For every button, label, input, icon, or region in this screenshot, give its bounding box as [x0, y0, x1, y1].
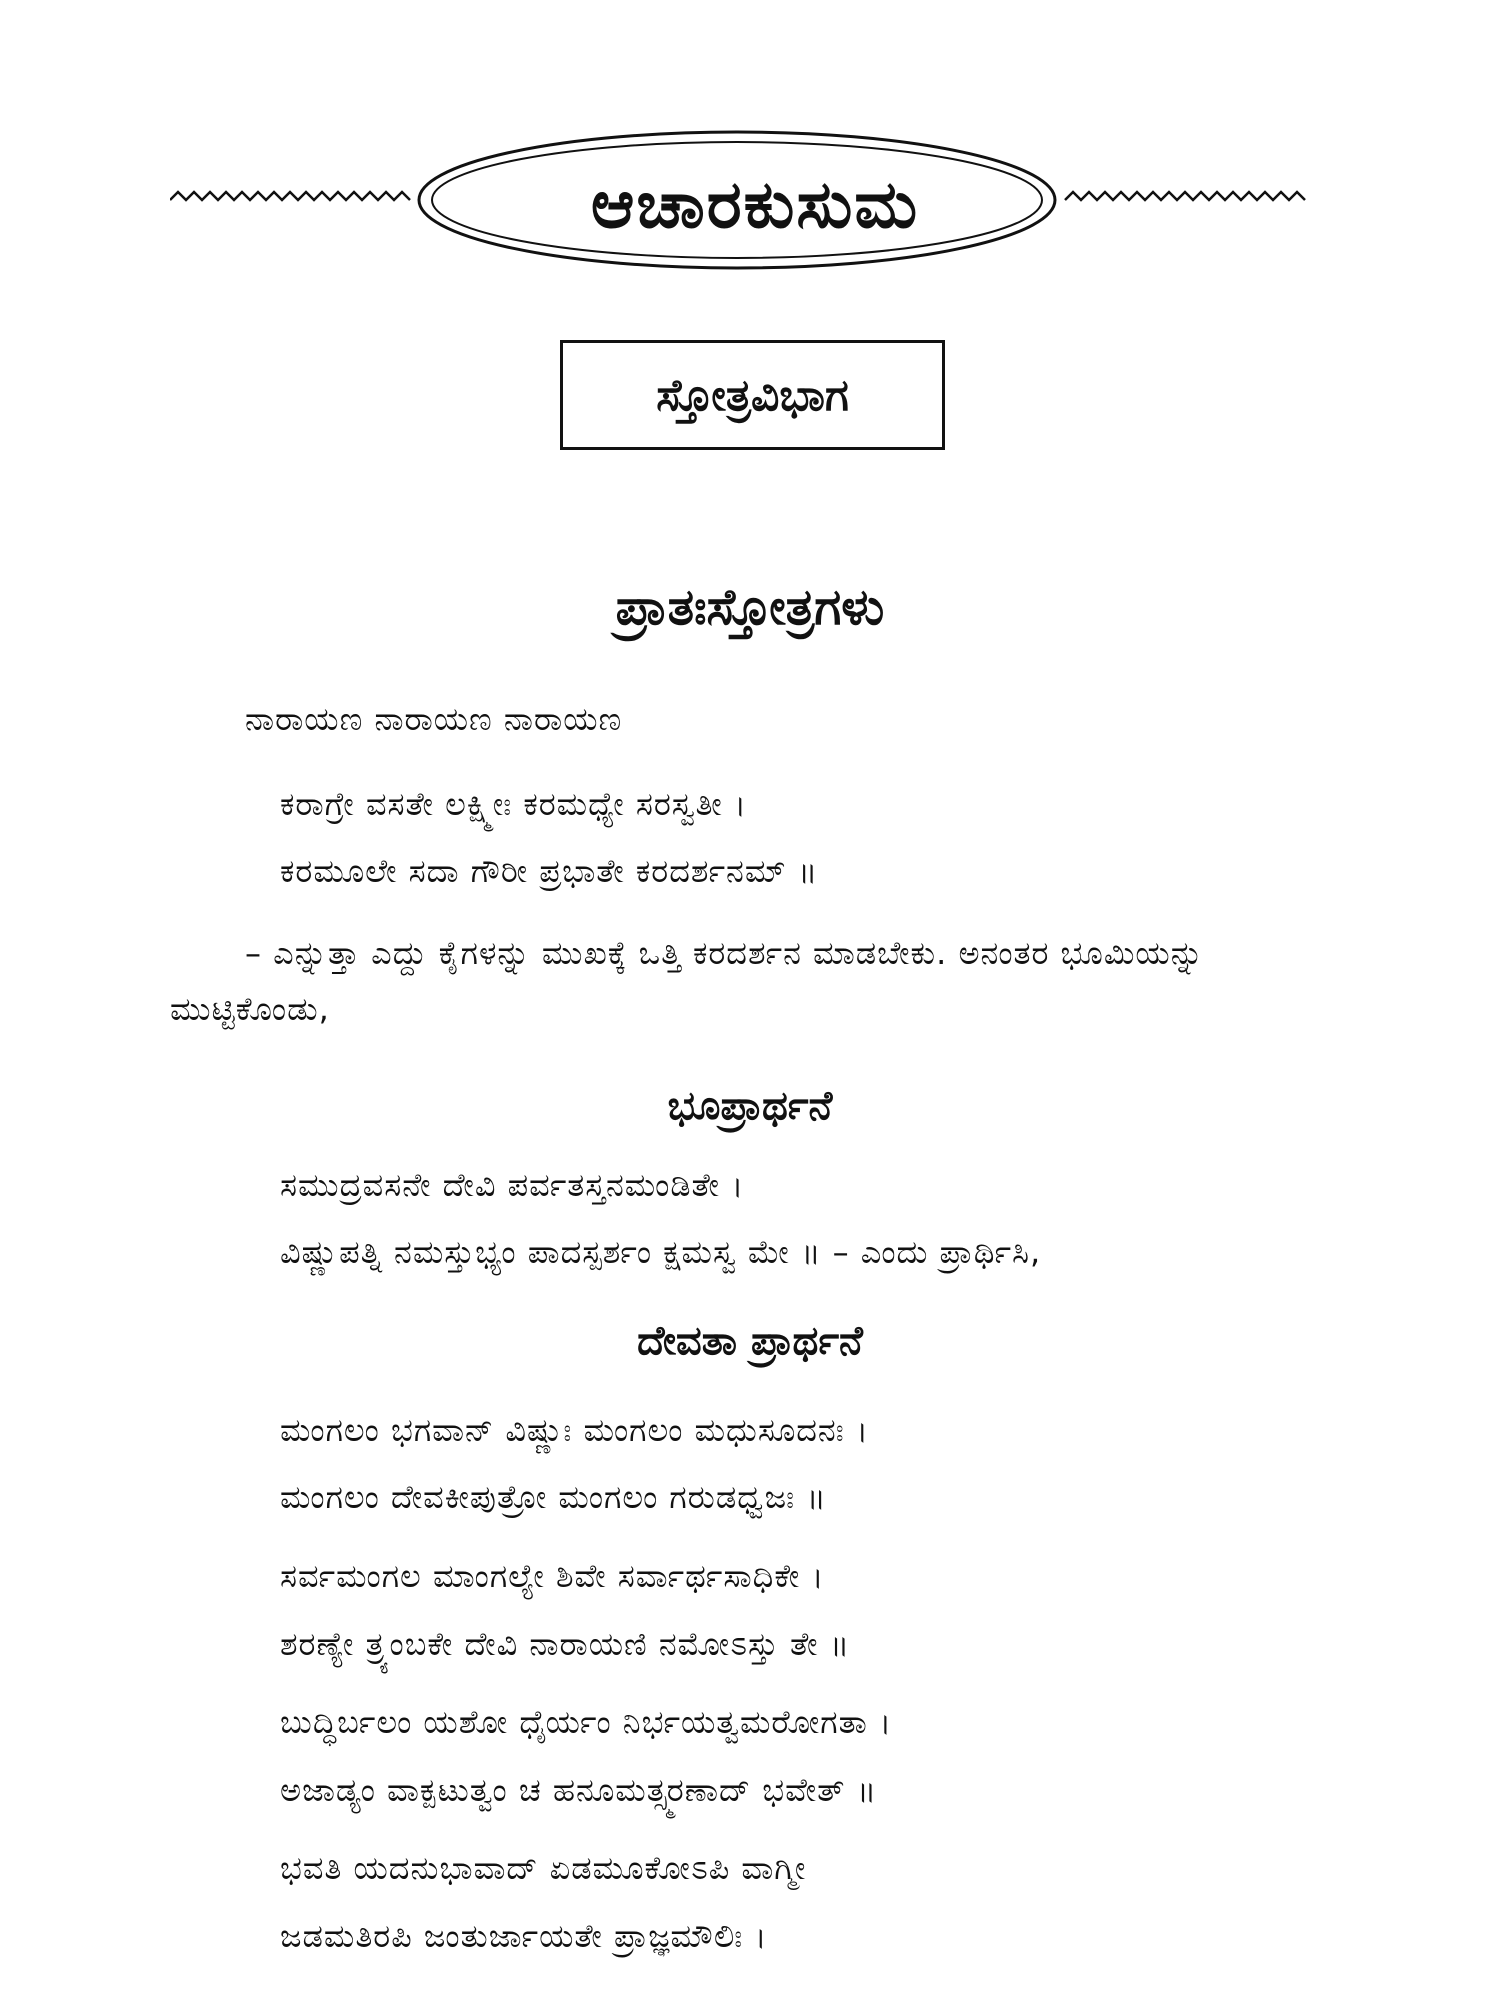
devata-verse2-line1: ಸರ್ವಮಂಗಲ ಮಾಂಗಲ್ಯೇ ಶಿವೇ ಸರ್ವಾರ್ಥಸಾಧಿಕೇ ।: [280, 1557, 825, 1595]
section-label: ಸ್ತೋತ್ರವಿಭಾಗ: [656, 369, 849, 421]
verse1-line1: ಕರಾಗ್ರೇ ವಸತೇ ಲಕ್ಷ್ಮೀಃ ಕರಮಧ್ಯೇ ಸರಸ್ವತೀ ।: [280, 785, 748, 823]
devata-heading: ದೇವತಾ ಪ್ರಾರ್ಥನೆ: [637, 1318, 863, 1364]
devata-verse1-line2: ಮಂಗಲಂ ದೇವಕೀಪುತ್ರೋ ಮಂಗಲಂ ಗರುಡಧ್ವಜಃ ॥: [280, 1478, 827, 1516]
chapter-heading: ಪ್ರಾತಃಸ್ತೋತ್ರಗಳು: [615, 578, 885, 636]
bhuprarthane-heading: ಭೂಪ್ರಾರ್ಥನೆ: [667, 1083, 833, 1129]
instruction-paragraph: – ಎನ್ನುತ್ತಾ ಎದ್ದು ಕೈಗಳನ್ನು ಮುಖಕ್ಕೆ ಒತ್ತಿ ಕರದರ್ಶನ ಮಾಡಬೇಕು. ಅನಂತರ ಭೂಮಿಯನ್ನು ಮುಟ್ಟಿಕೊಂಡು,: [170, 934, 1204, 1028]
devata-verse4-line1: ಭವತಿ ಯದನುಭಾವಾದ್ ಏಡಮೂಕೋಽಪಿ ವಾಗ್ಮೀ: [280, 1849, 807, 1887]
bhu-line2: ವಿಷ್ಣುಪತ್ನಿ ನಮಸ್ತುಭ್ಯಂ ಪಾದಸ್ಪರ್ಶಂ ಕ್ಷಮಸ್ವ ಮೇ ॥ – ಎಂದು ಪ್ರಾರ್ಥಿಸಿ,: [280, 1233, 1042, 1271]
section-label-box: [560, 340, 945, 450]
devata-verse2-line2: ಶರಣ್ಯೇ ತ್ರ್ಯಂಬಕೇ ದೇವಿ ನಾರಾಯಣಿ ನಮೋಽಸ್ತು ತೇ ॥: [280, 1625, 851, 1663]
intro-line: ನಾರಾಯಣ ನಾರಾಯಣ ನಾರಾಯಣ: [245, 700, 623, 738]
devata-verse3-line2: ಅಜಾಡ್ಯಂ ವಾಕ್ಪಟುತ್ವಂ ಚ ಹನೂಮತ್ಸ್ಮರಣಾದ್ ಭವೇತ್ ॥: [280, 1771, 878, 1809]
book-title: ಆಚಾರಕುಸುಮ: [590, 166, 920, 243]
title-banner: [170, 130, 1340, 280]
verse1-line2: ಕರಮೂಲೇ ಸದಾ ಗೌರೀ ಪ್ರಭಾತೇ ಕರದರ್ಶನಮ್ ॥: [280, 852, 819, 890]
devata-verse3-line1: ಬುದ್ಧಿರ್ಬಲಂ ಯಶೋ ಧೈರ್ಯಂ ನಿರ್ಭಯತ್ವಮರೋಗತಾ ।: [280, 1703, 893, 1741]
devata-verse1-line1: ಮಂಗಲಂ ಭಗವಾನ್ ವಿಷ್ಣುಃ ಮಂಗಲಂ ಮಧುಸೂದನಃ ।: [280, 1411, 870, 1449]
bhu-line1: ಸಮುದ್ರವಸನೇ ದೇವಿ ಪರ್ವತಸ್ತನಮಂಡಿತೇ ।: [280, 1166, 745, 1204]
devata-verse4-line2: ಜಡಮತಿರಪಿ ಜಂತುರ್ಜಾಯತೇ ಪ್ರಾಜ್ಞಮೌಲಿಃ ।: [280, 1917, 768, 1955]
